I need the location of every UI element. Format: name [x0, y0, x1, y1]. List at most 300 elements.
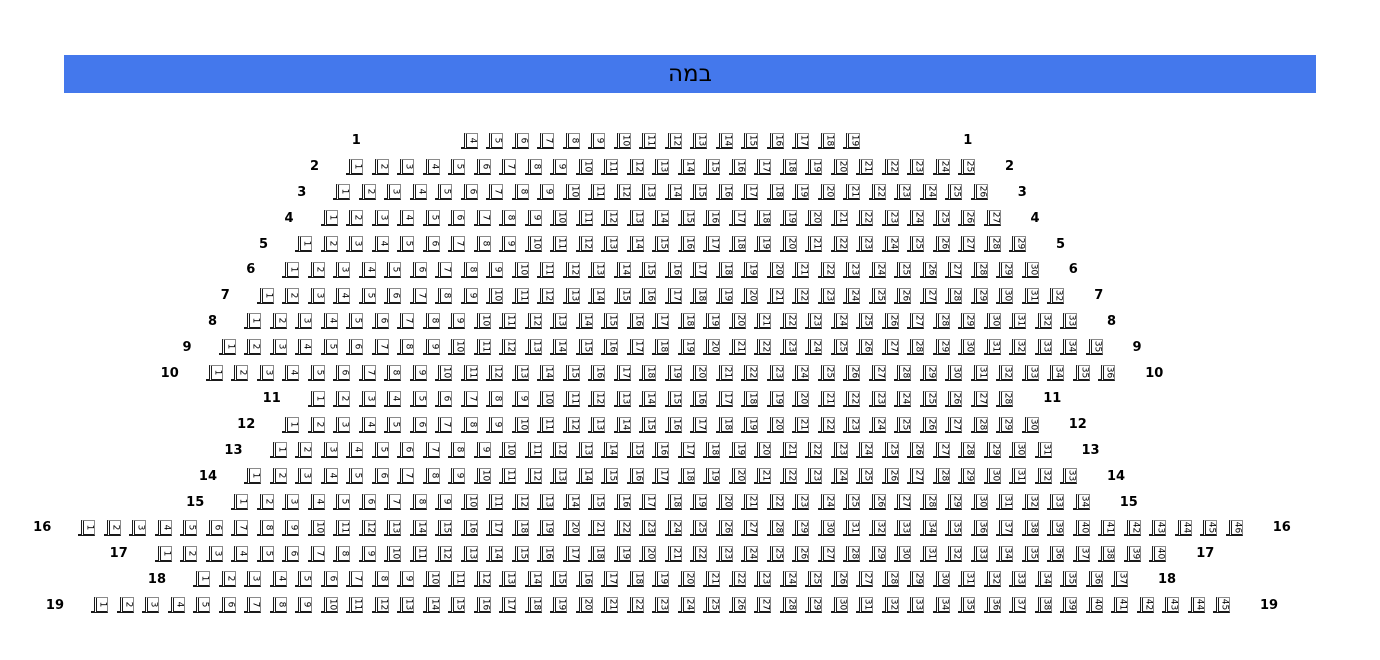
- seat-r5-5[interactable]: [400, 236, 414, 252]
- seat-r5-3[interactable]: [349, 236, 363, 252]
- seat-r5-18[interactable]: [732, 236, 746, 252]
- seat-r19-1[interactable]: [94, 597, 108, 613]
- seat-r7-17[interactable]: [668, 288, 682, 304]
- seat-r10-23[interactable]: [770, 365, 784, 381]
- seat-r19-39[interactable]: [1063, 597, 1077, 613]
- seat-r17-7[interactable]: [311, 546, 325, 562]
- seat-r1-7[interactable]: [540, 133, 554, 149]
- seat-r16-29[interactable]: [795, 520, 809, 536]
- seat-r17-14[interactable]: [489, 546, 503, 562]
- seat-r2-25[interactable]: [961, 159, 975, 175]
- seat-r6-13[interactable]: [591, 262, 605, 278]
- seat-r19-11[interactable]: [349, 597, 363, 613]
- seat-r18-3[interactable]: [247, 571, 261, 587]
- seat-r17-39[interactable]: [1127, 546, 1141, 562]
- seat-r10-6[interactable]: [336, 365, 350, 381]
- seat-r15-19[interactable]: [693, 494, 707, 510]
- seat-r4-5[interactable]: [426, 210, 440, 226]
- seat-r3-7[interactable]: [489, 184, 503, 200]
- seat-r19-25[interactable]: [706, 597, 720, 613]
- seat-r4-13[interactable]: [630, 210, 644, 226]
- seat-r18-34[interactable]: [1038, 571, 1052, 587]
- seat-r12-3[interactable]: [336, 417, 350, 433]
- seat-r14-4[interactable]: [324, 468, 338, 484]
- seat-r17-17[interactable]: [566, 546, 580, 562]
- seat-r12-8[interactable]: [464, 417, 478, 433]
- seat-r9-11[interactable]: [477, 339, 491, 355]
- seat-r5-6[interactable]: [426, 236, 440, 252]
- seat-r14-7[interactable]: [400, 468, 414, 484]
- seat-r15-20[interactable]: [719, 494, 733, 510]
- seat-r6-21[interactable]: [795, 262, 809, 278]
- seat-r9-2[interactable]: [247, 339, 261, 355]
- seat-r5-27[interactable]: [961, 236, 975, 252]
- seat-r10-33[interactable]: [1025, 365, 1039, 381]
- seat-r2-1[interactable]: [349, 159, 363, 175]
- seat-r4-24[interactable]: [910, 210, 924, 226]
- seat-r6-24[interactable]: [872, 262, 886, 278]
- seat-r1-8[interactable]: [566, 133, 580, 149]
- seat-r9-20[interactable]: [706, 339, 720, 355]
- seat-r9-33[interactable]: [1038, 339, 1052, 355]
- seat-r19-44[interactable]: [1191, 597, 1205, 613]
- seat-r10-35[interactable]: [1076, 365, 1090, 381]
- seat-r2-21[interactable]: [859, 159, 873, 175]
- seat-r16-21[interactable]: [591, 520, 605, 536]
- seat-r9-26[interactable]: [859, 339, 873, 355]
- seat-r19-24[interactable]: [681, 597, 695, 613]
- seat-r10-22[interactable]: [744, 365, 758, 381]
- seat-r10-21[interactable]: [719, 365, 733, 381]
- seat-r2-14[interactable]: [681, 159, 695, 175]
- seat-r14-31[interactable]: [1012, 468, 1026, 484]
- seat-r8-21[interactable]: [757, 313, 771, 329]
- seat-r4-11[interactable]: [579, 210, 593, 226]
- seat-r17-31[interactable]: [923, 546, 937, 562]
- seat-r13-28[interactable]: [961, 442, 975, 458]
- seat-r19-27[interactable]: [757, 597, 771, 613]
- seat-r1-17[interactable]: [795, 133, 809, 149]
- seat-r6-12[interactable]: [566, 262, 580, 278]
- seat-r8-12[interactable]: [528, 313, 542, 329]
- seat-r18-31[interactable]: [961, 571, 975, 587]
- seat-r6-19[interactable]: [744, 262, 758, 278]
- seat-r15-9[interactable]: [438, 494, 452, 510]
- seat-r1-15[interactable]: [744, 133, 758, 149]
- seat-r13-7[interactable]: [426, 442, 440, 458]
- seat-r12-26[interactable]: [923, 417, 937, 433]
- seat-r16-32[interactable]: [872, 520, 886, 536]
- seat-r8-10[interactable]: [477, 313, 491, 329]
- seat-r16-4[interactable]: [158, 520, 172, 536]
- seat-r5-26[interactable]: [936, 236, 950, 252]
- seat-r14-6[interactable]: [375, 468, 389, 484]
- seat-r7-16[interactable]: [642, 288, 656, 304]
- seat-r5-9[interactable]: [502, 236, 516, 252]
- seat-r10-27[interactable]: [872, 365, 886, 381]
- seat-r3-17[interactable]: [744, 184, 758, 200]
- seat-r9-5[interactable]: [324, 339, 338, 355]
- seat-r19-10[interactable]: [324, 597, 338, 613]
- seat-r4-7[interactable]: [477, 210, 491, 226]
- seat-r16-26[interactable]: [719, 520, 733, 536]
- seat-r2-11[interactable]: [604, 159, 618, 175]
- seat-r19-17[interactable]: [502, 597, 516, 613]
- seat-r3-3[interactable]: [387, 184, 401, 200]
- seat-r10-3[interactable]: [260, 365, 274, 381]
- seat-r15-8[interactable]: [413, 494, 427, 510]
- seat-r13-19[interactable]: [732, 442, 746, 458]
- seat-r1-19[interactable]: [846, 133, 860, 149]
- seat-r17-28[interactable]: [846, 546, 860, 562]
- seat-r19-22[interactable]: [630, 597, 644, 613]
- seat-r17-16[interactable]: [540, 546, 554, 562]
- seat-r10-1[interactable]: [209, 365, 223, 381]
- seat-r10-7[interactable]: [362, 365, 376, 381]
- seat-r17-35[interactable]: [1025, 546, 1039, 562]
- seat-r11-20[interactable]: [795, 391, 809, 407]
- seat-r5-7[interactable]: [451, 236, 465, 252]
- seat-r10-19[interactable]: [668, 365, 682, 381]
- seat-r15-6[interactable]: [362, 494, 376, 510]
- seat-r13-11[interactable]: [528, 442, 542, 458]
- seat-r13-5[interactable]: [375, 442, 389, 458]
- seat-r15-32[interactable]: [1025, 494, 1039, 510]
- seat-r12-12[interactable]: [566, 417, 580, 433]
- seat-r10-5[interactable]: [311, 365, 325, 381]
- seat-r19-14[interactable]: [426, 597, 440, 613]
- seat-r12-7[interactable]: [438, 417, 452, 433]
- seat-r19-30[interactable]: [834, 597, 848, 613]
- seat-r11-8[interactable]: [489, 391, 503, 407]
- seat-r9-29[interactable]: [936, 339, 950, 355]
- seat-r16-39[interactable]: [1050, 520, 1064, 536]
- seat-r16-16[interactable]: [464, 520, 478, 536]
- seat-r19-42[interactable]: [1140, 597, 1154, 613]
- seat-r17-26[interactable]: [795, 546, 809, 562]
- seat-r13-14[interactable]: [604, 442, 618, 458]
- seat-r4-27[interactable]: [987, 210, 1001, 226]
- seat-r18-11[interactable]: [451, 571, 465, 587]
- seat-r13-10[interactable]: [502, 442, 516, 458]
- seat-r2-20[interactable]: [834, 159, 848, 175]
- seat-r14-9[interactable]: [451, 468, 465, 484]
- seat-r17-30[interactable]: [897, 546, 911, 562]
- seat-r10-8[interactable]: [387, 365, 401, 381]
- seat-r4-3[interactable]: [375, 210, 389, 226]
- seat-r10-29[interactable]: [923, 365, 937, 381]
- seat-r9-4[interactable]: [298, 339, 312, 355]
- seat-r3-4[interactable]: [413, 184, 427, 200]
- seat-r18-26[interactable]: [834, 571, 848, 587]
- seat-r15-16[interactable]: [617, 494, 631, 510]
- seat-r16-3[interactable]: [132, 520, 146, 536]
- seat-r19-15[interactable]: [451, 597, 465, 613]
- seat-r3-14[interactable]: [668, 184, 682, 200]
- seat-r9-17[interactable]: [630, 339, 644, 355]
- seat-r15-10[interactable]: [464, 494, 478, 510]
- seat-r5-22[interactable]: [834, 236, 848, 252]
- seat-r8-33[interactable]: [1063, 313, 1077, 329]
- seat-r16-25[interactable]: [693, 520, 707, 536]
- seat-r14-27[interactable]: [910, 468, 924, 484]
- seat-r16-1[interactable]: [81, 520, 95, 536]
- seat-r4-17[interactable]: [732, 210, 746, 226]
- seat-r6-1[interactable]: [285, 262, 299, 278]
- seat-r17-5[interactable]: [260, 546, 274, 562]
- seat-r16-43[interactable]: [1152, 520, 1166, 536]
- seat-r7-4[interactable]: [336, 288, 350, 304]
- seat-r16-10[interactable]: [311, 520, 325, 536]
- seat-r6-25[interactable]: [897, 262, 911, 278]
- seat-r11-25[interactable]: [923, 391, 937, 407]
- seat-r18-36[interactable]: [1089, 571, 1103, 587]
- seat-r13-4[interactable]: [349, 442, 363, 458]
- seat-r9-30[interactable]: [961, 339, 975, 355]
- seat-r11-17[interactable]: [719, 391, 733, 407]
- seat-r10-26[interactable]: [846, 365, 860, 381]
- seat-r10-30[interactable]: [948, 365, 962, 381]
- seat-r2-16[interactable]: [732, 159, 746, 175]
- seat-r12-2[interactable]: [311, 417, 325, 433]
- seat-r5-17[interactable]: [706, 236, 720, 252]
- seat-r14-24[interactable]: [834, 468, 848, 484]
- seat-r10-17[interactable]: [617, 365, 631, 381]
- seat-r18-2[interactable]: [222, 571, 236, 587]
- seat-r12-5[interactable]: [387, 417, 401, 433]
- seat-r8-6[interactable]: [375, 313, 389, 329]
- seat-r7-10[interactable]: [489, 288, 503, 304]
- seat-r7-9[interactable]: [464, 288, 478, 304]
- seat-r19-18[interactable]: [528, 597, 542, 613]
- seat-r11-6[interactable]: [438, 391, 452, 407]
- seat-r7-13[interactable]: [566, 288, 580, 304]
- seat-r7-29[interactable]: [974, 288, 988, 304]
- seat-r14-2[interactable]: [273, 468, 287, 484]
- seat-r15-34[interactable]: [1076, 494, 1090, 510]
- seat-r15-23[interactable]: [795, 494, 809, 510]
- seat-r6-9[interactable]: [489, 262, 503, 278]
- seat-r2-2[interactable]: [375, 159, 389, 175]
- seat-r13-20[interactable]: [757, 442, 771, 458]
- seat-r18-25[interactable]: [808, 571, 822, 587]
- seat-r7-3[interactable]: [311, 288, 325, 304]
- seat-r16-22[interactable]: [617, 520, 631, 536]
- seat-r14-30[interactable]: [987, 468, 1001, 484]
- seat-r15-15[interactable]: [591, 494, 605, 510]
- seat-r11-28[interactable]: [999, 391, 1013, 407]
- seat-r6-7[interactable]: [438, 262, 452, 278]
- seat-r8-4[interactable]: [324, 313, 338, 329]
- seat-r10-31[interactable]: [974, 365, 988, 381]
- seat-r13-22[interactable]: [808, 442, 822, 458]
- seat-r16-42[interactable]: [1127, 520, 1141, 536]
- seat-r10-10[interactable]: [438, 365, 452, 381]
- seat-r8-14[interactable]: [579, 313, 593, 329]
- seat-r10-12[interactable]: [489, 365, 503, 381]
- seat-r16-44[interactable]: [1178, 520, 1192, 536]
- seat-r4-4[interactable]: [400, 210, 414, 226]
- seat-r12-1[interactable]: [285, 417, 299, 433]
- seat-r18-12[interactable]: [477, 571, 491, 587]
- seat-r17-11[interactable]: [413, 546, 427, 562]
- seat-r9-34[interactable]: [1063, 339, 1077, 355]
- seat-r3-19[interactable]: [795, 184, 809, 200]
- seat-r14-20[interactable]: [732, 468, 746, 484]
- seat-r12-6[interactable]: [413, 417, 427, 433]
- seat-r18-10[interactable]: [426, 571, 440, 587]
- seat-r15-27[interactable]: [897, 494, 911, 510]
- seat-r6-18[interactable]: [719, 262, 733, 278]
- seat-r8-27[interactable]: [910, 313, 924, 329]
- seat-r7-23[interactable]: [821, 288, 835, 304]
- seat-r3-8[interactable]: [515, 184, 529, 200]
- seat-r1-14[interactable]: [719, 133, 733, 149]
- seat-r10-32[interactable]: [999, 365, 1013, 381]
- seat-r16-11[interactable]: [336, 520, 350, 536]
- seat-r7-2[interactable]: [285, 288, 299, 304]
- seat-r6-3[interactable]: [336, 262, 350, 278]
- seat-r13-31[interactable]: [1038, 442, 1052, 458]
- seat-r6-23[interactable]: [846, 262, 860, 278]
- seat-r8-19[interactable]: [706, 313, 720, 329]
- seat-r17-29[interactable]: [872, 546, 886, 562]
- seat-r9-27[interactable]: [885, 339, 899, 355]
- seat-r3-9[interactable]: [540, 184, 554, 200]
- seat-r13-23[interactable]: [834, 442, 848, 458]
- seat-r4-14[interactable]: [655, 210, 669, 226]
- seat-r16-2[interactable]: [107, 520, 121, 536]
- seat-r17-6[interactable]: [285, 546, 299, 562]
- seat-r15-31[interactable]: [999, 494, 1013, 510]
- seat-r6-10[interactable]: [515, 262, 529, 278]
- seat-r11-21[interactable]: [821, 391, 835, 407]
- seat-r7-28[interactable]: [948, 288, 962, 304]
- seat-r1-6[interactable]: [515, 133, 529, 149]
- seat-r1-12[interactable]: [668, 133, 682, 149]
- seat-r13-9[interactable]: [477, 442, 491, 458]
- seat-r6-30[interactable]: [1025, 262, 1039, 278]
- seat-r14-15[interactable]: [604, 468, 618, 484]
- seat-r5-21[interactable]: [808, 236, 822, 252]
- seat-r11-15[interactable]: [668, 391, 682, 407]
- seat-r1-13[interactable]: [693, 133, 707, 149]
- seat-r3-13[interactable]: [642, 184, 656, 200]
- seat-r13-12[interactable]: [553, 442, 567, 458]
- seat-r16-15[interactable]: [438, 520, 452, 536]
- seat-r19-8[interactable]: [273, 597, 287, 613]
- seat-r18-13[interactable]: [502, 571, 516, 587]
- seat-r11-1[interactable]: [311, 391, 325, 407]
- seat-r17-9[interactable]: [362, 546, 376, 562]
- seat-r15-5[interactable]: [336, 494, 350, 510]
- seat-r5-29[interactable]: [1012, 236, 1026, 252]
- seat-r18-29[interactable]: [910, 571, 924, 587]
- seat-r2-4[interactable]: [426, 159, 440, 175]
- seat-r19-13[interactable]: [400, 597, 414, 613]
- seat-r9-21[interactable]: [732, 339, 746, 355]
- seat-r16-37[interactable]: [999, 520, 1013, 536]
- seat-r18-32[interactable]: [987, 571, 1001, 587]
- seat-r6-28[interactable]: [974, 262, 988, 278]
- seat-r18-21[interactable]: [706, 571, 720, 587]
- seat-r15-18[interactable]: [668, 494, 682, 510]
- seat-r2-6[interactable]: [477, 159, 491, 175]
- seat-r5-28[interactable]: [987, 236, 1001, 252]
- seat-r5-16[interactable]: [681, 236, 695, 252]
- seat-r11-3[interactable]: [362, 391, 376, 407]
- seat-r18-8[interactable]: [375, 571, 389, 587]
- seat-r19-7[interactable]: [247, 597, 261, 613]
- seat-r19-34[interactable]: [936, 597, 950, 613]
- seat-r12-4[interactable]: [362, 417, 376, 433]
- seat-r12-10[interactable]: [515, 417, 529, 433]
- seat-r4-1[interactable]: [324, 210, 338, 226]
- seat-r11-4[interactable]: [387, 391, 401, 407]
- seat-r16-30[interactable]: [821, 520, 835, 536]
- seat-r4-10[interactable]: [553, 210, 567, 226]
- seat-r17-38[interactable]: [1101, 546, 1115, 562]
- seat-r2-15[interactable]: [706, 159, 720, 175]
- seat-r11-12[interactable]: [591, 391, 605, 407]
- seat-r19-9[interactable]: [298, 597, 312, 613]
- seat-r17-21[interactable]: [668, 546, 682, 562]
- seat-r19-23[interactable]: [655, 597, 669, 613]
- seat-r9-19[interactable]: [681, 339, 695, 355]
- seat-r10-9[interactable]: [413, 365, 427, 381]
- seat-r17-40[interactable]: [1152, 546, 1166, 562]
- seat-r3-22[interactable]: [872, 184, 886, 200]
- seat-r18-27[interactable]: [859, 571, 873, 587]
- seat-r16-5[interactable]: [183, 520, 197, 536]
- seat-r17-25[interactable]: [770, 546, 784, 562]
- seat-r10-34[interactable]: [1050, 365, 1064, 381]
- seat-r18-15[interactable]: [553, 571, 567, 587]
- seat-r3-23[interactable]: [897, 184, 911, 200]
- seat-r5-25[interactable]: [910, 236, 924, 252]
- seat-r16-6[interactable]: [209, 520, 223, 536]
- seat-r15-1[interactable]: [234, 494, 248, 510]
- seat-r7-24[interactable]: [846, 288, 860, 304]
- seat-r17-32[interactable]: [948, 546, 962, 562]
- seat-r7-25[interactable]: [872, 288, 886, 304]
- seat-r7-6[interactable]: [387, 288, 401, 304]
- seat-r12-27[interactable]: [948, 417, 962, 433]
- seat-r9-25[interactable]: [834, 339, 848, 355]
- seat-r10-11[interactable]: [464, 365, 478, 381]
- seat-r2-9[interactable]: [553, 159, 567, 175]
- seat-r15-28[interactable]: [923, 494, 937, 510]
- seat-r7-30[interactable]: [999, 288, 1013, 304]
- seat-r8-18[interactable]: [681, 313, 695, 329]
- seat-r14-25[interactable]: [859, 468, 873, 484]
- seat-r2-3[interactable]: [400, 159, 414, 175]
- seat-r13-8[interactable]: [451, 442, 465, 458]
- seat-r8-5[interactable]: [349, 313, 363, 329]
- seat-r1-5[interactable]: [489, 133, 503, 149]
- seat-r15-2[interactable]: [260, 494, 274, 510]
- seat-r18-16[interactable]: [579, 571, 593, 587]
- seat-r6-20[interactable]: [770, 262, 784, 278]
- seat-r14-33[interactable]: [1063, 468, 1077, 484]
- seat-r4-23[interactable]: [885, 210, 899, 226]
- seat-r1-4[interactable]: [464, 133, 478, 149]
- seat-r7-12[interactable]: [540, 288, 554, 304]
- seat-r12-30[interactable]: [1025, 417, 1039, 433]
- seat-r18-6[interactable]: [324, 571, 338, 587]
- seat-r16-46[interactable]: [1229, 520, 1243, 536]
- seat-r5-24[interactable]: [885, 236, 899, 252]
